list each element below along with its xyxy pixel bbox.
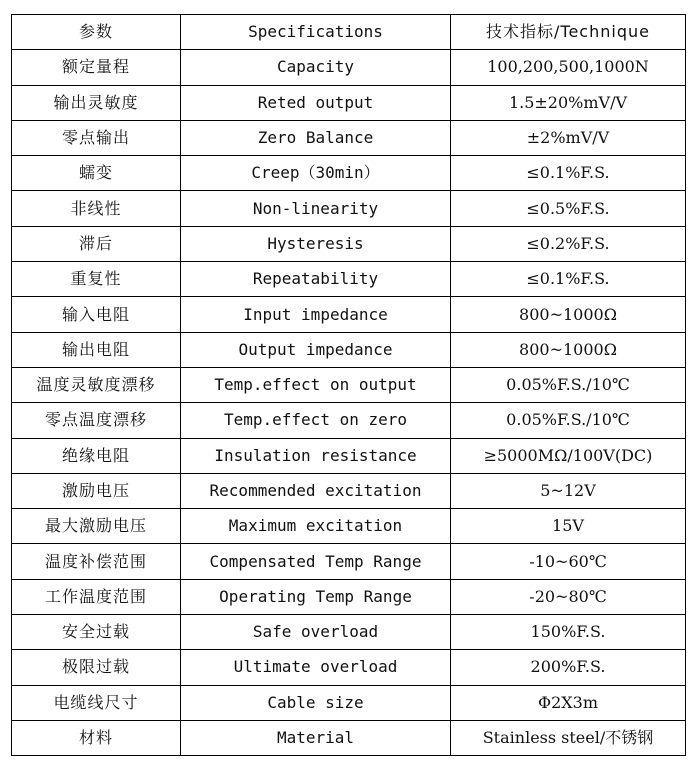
value-cell: 800~1000Ω bbox=[451, 332, 686, 367]
spec-cell: Cable size bbox=[181, 685, 451, 720]
value-cell: 0.05%F.S./10℃ bbox=[451, 367, 686, 402]
value-cell: 0.05%F.S./10℃ bbox=[451, 403, 686, 438]
value-cell: 150%F.S. bbox=[451, 615, 686, 650]
param-cell: 工作温度范围 bbox=[12, 579, 181, 614]
table-row bbox=[12, 367, 686, 402]
spec-cell: Temp.effect on output bbox=[181, 367, 451, 402]
value-cell: 15V bbox=[451, 509, 686, 544]
value-cell: 100,200,500,1000N bbox=[451, 50, 686, 85]
value-cell: ±2%mV/V bbox=[451, 120, 686, 155]
table-row bbox=[12, 720, 686, 755]
table-row bbox=[12, 544, 686, 579]
table-header-row bbox=[12, 15, 686, 50]
param-cell: 非线性 bbox=[12, 191, 181, 226]
spec-cell: Compensated Temp Range bbox=[181, 544, 451, 579]
value-cell: 5~12V bbox=[451, 473, 686, 508]
value-cell: 1.5±20%mV/V bbox=[451, 85, 686, 120]
value-cell: ≤0.2%F.S. bbox=[451, 226, 686, 261]
spec-table bbox=[11, 14, 686, 756]
spec-cell: Insulation resistance bbox=[181, 438, 451, 473]
spec-cell: Material bbox=[181, 720, 451, 755]
table-row bbox=[12, 650, 686, 685]
table-row bbox=[12, 262, 686, 297]
spec-cell: Hysteresis bbox=[181, 226, 451, 261]
header-technique: 技术指标/Technique bbox=[451, 15, 686, 50]
table-row bbox=[12, 85, 686, 120]
value-cell: ≤0.1%F.S. bbox=[451, 156, 686, 191]
table-row bbox=[12, 226, 686, 261]
param-cell: 激励电压 bbox=[12, 473, 181, 508]
table-row bbox=[12, 297, 686, 332]
value-cell: -20~80℃ bbox=[451, 579, 686, 614]
spec-cell: Temp.effect on zero bbox=[181, 403, 451, 438]
param-cell: 温度灵敏度漂移 bbox=[12, 367, 181, 402]
param-cell: 安全过载 bbox=[12, 615, 181, 650]
param-cell: 电缆线尺寸 bbox=[12, 685, 181, 720]
table-row bbox=[12, 579, 686, 614]
spec-cell: Operating Temp Range bbox=[181, 579, 451, 614]
spec-cell: Non-linearity bbox=[181, 191, 451, 226]
value-cell: 800~1000Ω bbox=[451, 297, 686, 332]
spec-cell: Creep（30min） bbox=[181, 156, 451, 191]
value-cell: ≤0.1%F.S. bbox=[451, 262, 686, 297]
table-row bbox=[12, 403, 686, 438]
spec-table-body bbox=[12, 15, 686, 756]
param-cell: 温度补偿范围 bbox=[12, 544, 181, 579]
spec-cell: Maximum excitation bbox=[181, 509, 451, 544]
param-cell: 蠕变 bbox=[12, 156, 181, 191]
param-cell: 极限过载 bbox=[12, 650, 181, 685]
param-cell: 零点输出 bbox=[12, 120, 181, 155]
param-cell: 输出灵敏度 bbox=[12, 85, 181, 120]
param-cell: 绝缘电阻 bbox=[12, 438, 181, 473]
table-row bbox=[12, 156, 686, 191]
table-row bbox=[12, 332, 686, 367]
table-row bbox=[12, 50, 686, 85]
value-cell: 200%F.S. bbox=[451, 650, 686, 685]
table-row bbox=[12, 473, 686, 508]
spec-cell: Input impedance bbox=[181, 297, 451, 332]
spec-cell: Output impedance bbox=[181, 332, 451, 367]
param-cell: 输入电阻 bbox=[12, 297, 181, 332]
param-cell: 最大激励电压 bbox=[12, 509, 181, 544]
spec-cell: Zero Balance bbox=[181, 120, 451, 155]
param-cell: 额定量程 bbox=[12, 50, 181, 85]
value-cell: Stainless steel/不锈钢 bbox=[451, 720, 686, 755]
table-row bbox=[12, 615, 686, 650]
table-row bbox=[12, 685, 686, 720]
header-param: 参数 bbox=[12, 15, 181, 50]
spec-cell: Repeatability bbox=[181, 262, 451, 297]
param-cell: 零点温度漂移 bbox=[12, 403, 181, 438]
spec-cell: Recommended excitation bbox=[181, 473, 451, 508]
spec-cell: Reted output bbox=[181, 85, 451, 120]
value-cell: ≤0.5%F.S. bbox=[451, 191, 686, 226]
param-cell: 输出电阻 bbox=[12, 332, 181, 367]
table-row bbox=[12, 509, 686, 544]
spec-cell: Ultimate overload bbox=[181, 650, 451, 685]
param-cell: 材料 bbox=[12, 720, 181, 755]
spec-cell: Capacity bbox=[181, 50, 451, 85]
value-cell: ≥5000MΩ/100V(DC) bbox=[451, 438, 686, 473]
spec-cell: Safe overload bbox=[181, 615, 451, 650]
value-cell: Φ2X3m bbox=[451, 685, 686, 720]
value-cell: -10~60℃ bbox=[451, 544, 686, 579]
param-cell: 重复性 bbox=[12, 262, 181, 297]
param-cell: 滞后 bbox=[12, 226, 181, 261]
table-row bbox=[12, 438, 686, 473]
header-spec: Specifications bbox=[181, 15, 451, 50]
table-row bbox=[12, 120, 686, 155]
table-row bbox=[12, 191, 686, 226]
